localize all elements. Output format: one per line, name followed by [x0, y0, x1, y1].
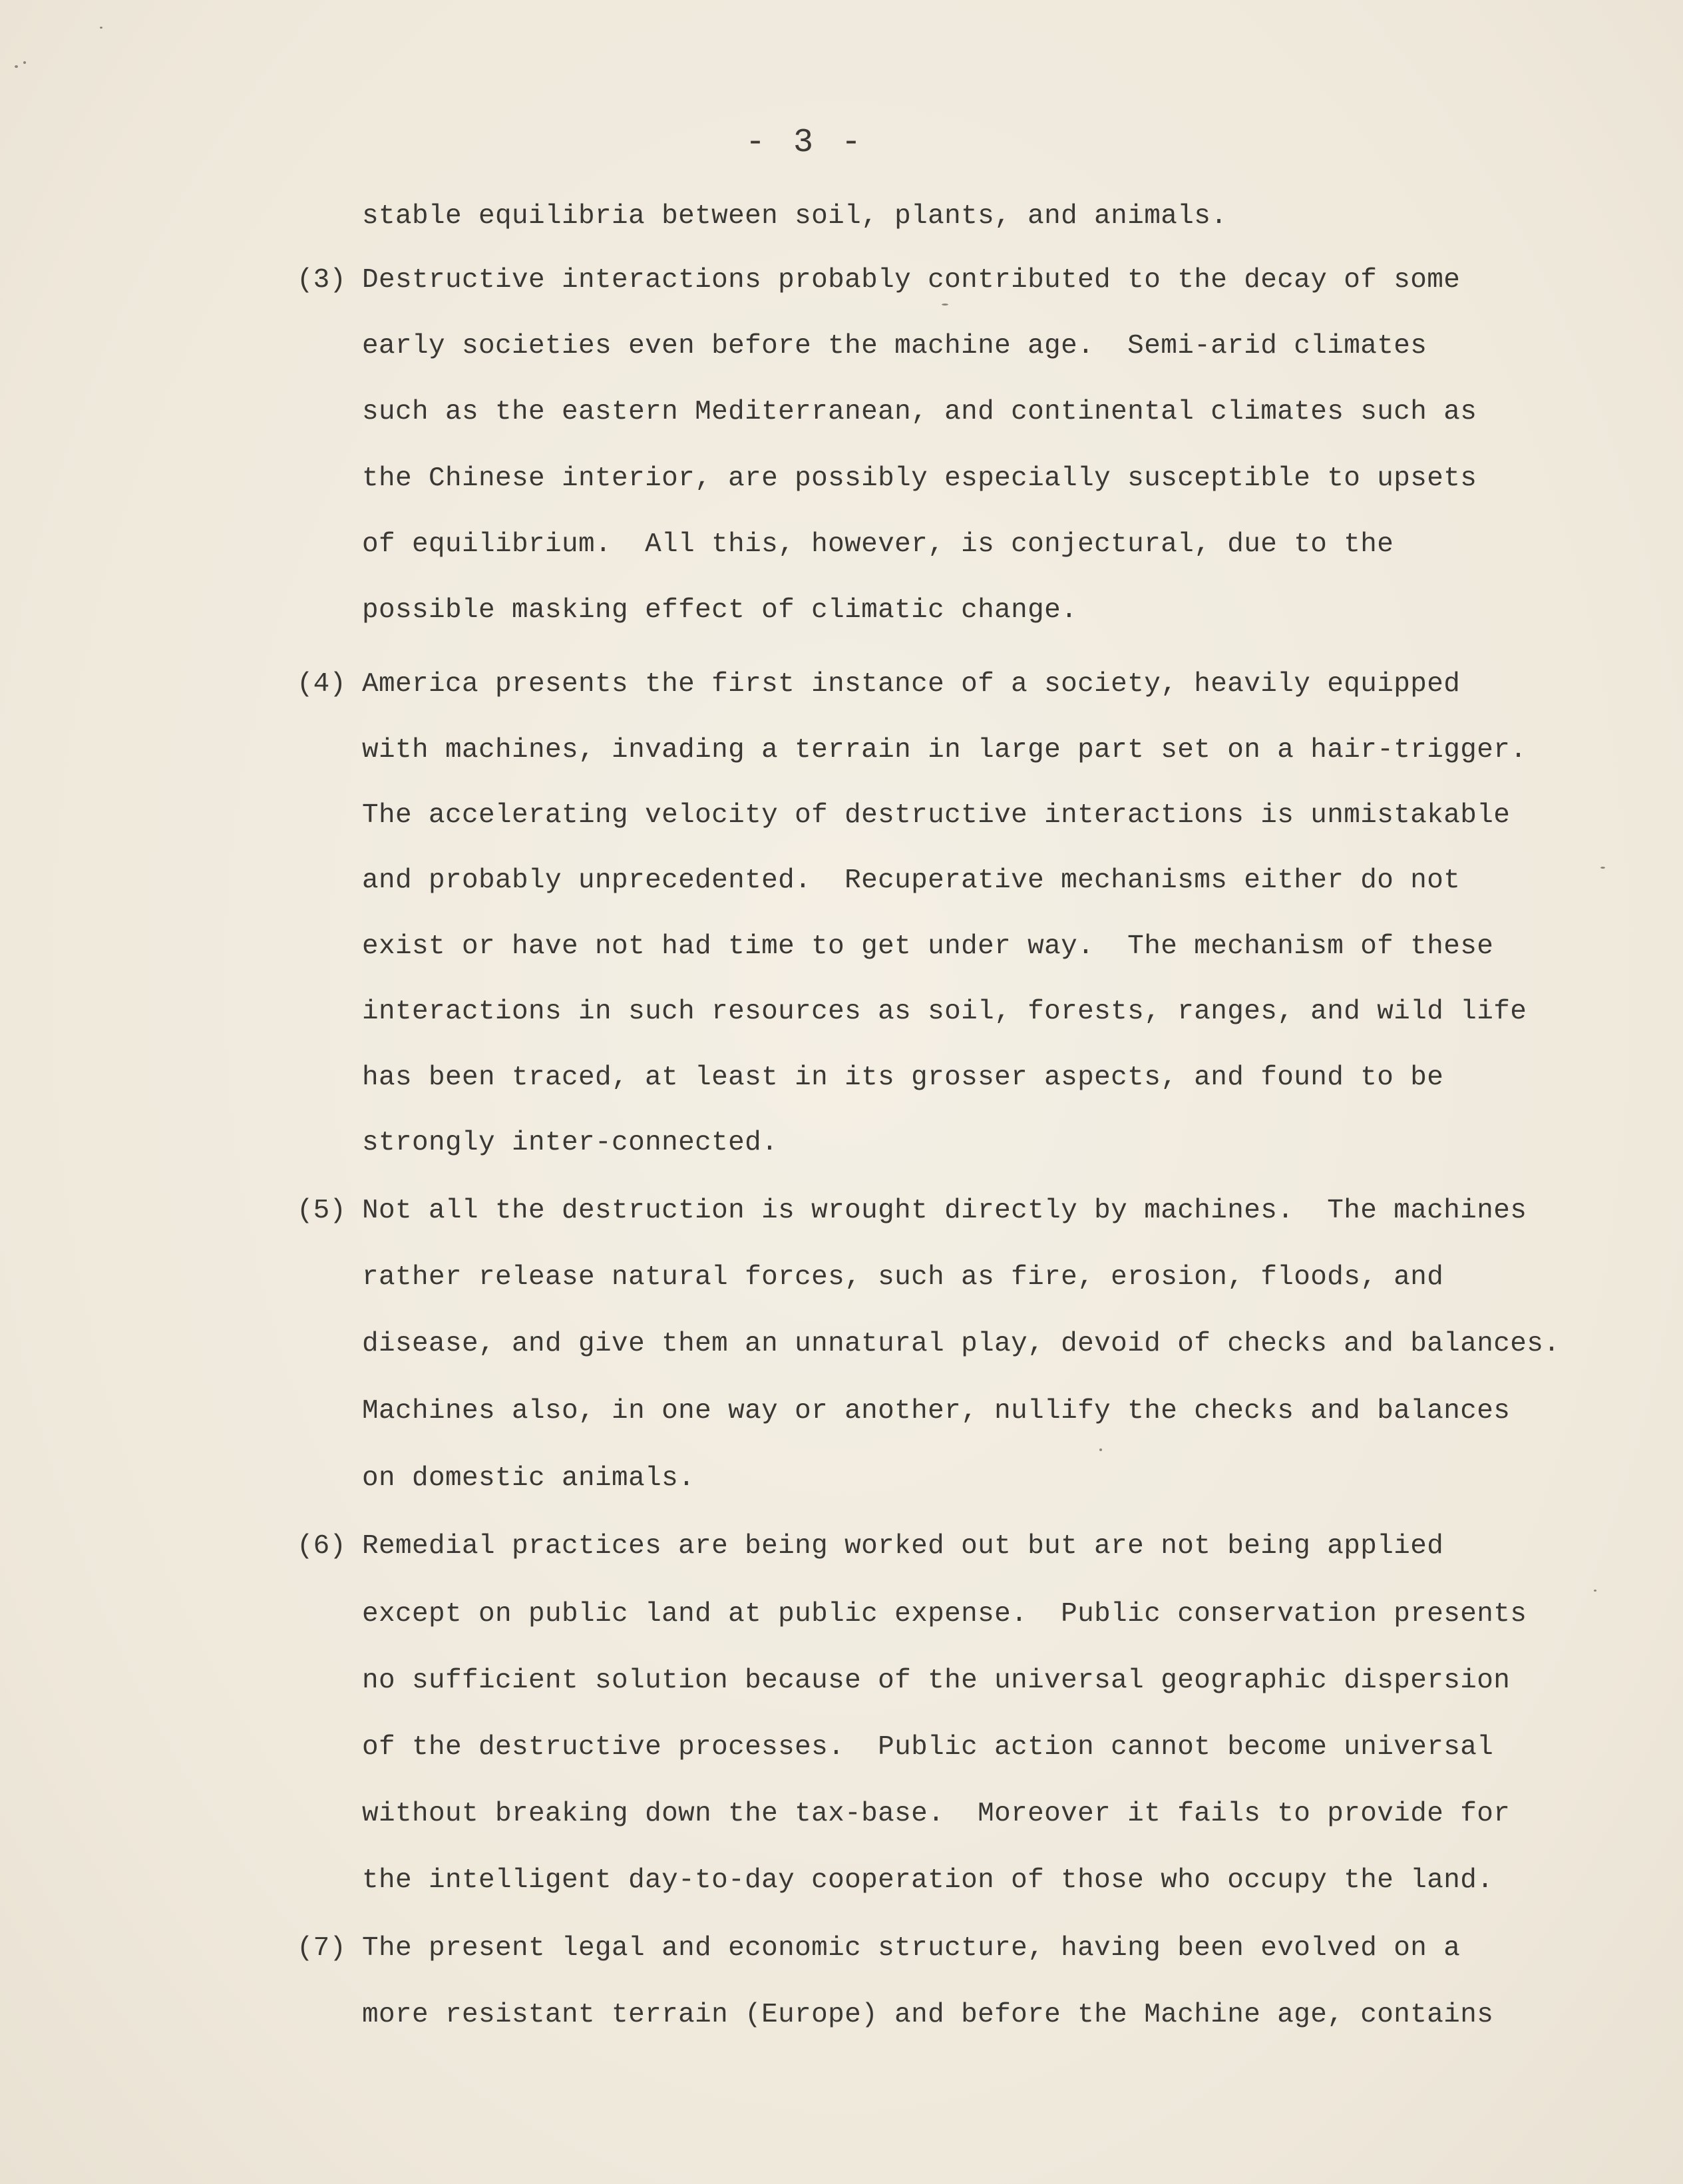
- page-number: - 3 -: [745, 124, 866, 162]
- text-line: strongly inter-connected.: [362, 1128, 779, 1158]
- paper-speck: [23, 61, 26, 64]
- text-line: early societies even before the machine age. Semi-arid climates: [362, 331, 1427, 361]
- text-line: such as the eastern Mediterranean, and continental climates such as: [362, 397, 1477, 427]
- text-line: rather release natural forces, such as fire, erosion, floods, and: [362, 1262, 1444, 1293]
- text-line: with machines, invading a terrain in large part set on a hair-trigger.: [362, 735, 1527, 765]
- text-line: Remedial practices are being worked out but are not being applied: [362, 1531, 1444, 1562]
- text-line: possible masking effect of climatic change.: [362, 595, 1078, 626]
- paper-speck: [942, 304, 948, 306]
- text-line: Destructive interactions probably contributed to the decay of some: [362, 265, 1461, 296]
- text-line: Not all the destruction is wrought directly by machines. The machines: [362, 1196, 1527, 1226]
- paragraph-marker-3: (3): [297, 265, 346, 296]
- paragraph-marker-7: (7): [297, 1933, 346, 1964]
- text-line: America presents the first instance of a society, heavily equipped: [362, 669, 1461, 700]
- text-line: and probably unprecedented. Recuperative mechanisms either do not: [362, 865, 1461, 896]
- text-line: interactions in such resources as soil, forests, ranges, and wild life: [362, 996, 1527, 1027]
- text-line: on domestic animals.: [362, 1463, 695, 1494]
- text-line: of the destructive processes. Public action cannot become universal: [362, 1732, 1494, 1763]
- paper-speck: [1600, 867, 1605, 869]
- text-line: the Chinese interior, are possibly especially susceptible to upsets: [362, 463, 1477, 494]
- text-line: stable equilibria between soil, plants, and animals.: [362, 201, 1228, 232]
- paragraph-marker-5: (5): [297, 1196, 346, 1226]
- text-line: except on public land at public expense. Public conservation presents: [362, 1599, 1527, 1630]
- text-line: The accelerating velocity of destructive interactions is unmistakable: [362, 800, 1511, 831]
- text-line: Machines also, in one way or another, nullify the checks and balances: [362, 1396, 1511, 1426]
- text-line: more resistant terrain (Europe) and before the Machine age, contains: [362, 2000, 1494, 2030]
- text-line: has been traced, at least in its grosser aspects, and found to be: [362, 1062, 1444, 1093]
- paper-speck: [1099, 1448, 1102, 1451]
- text-line: no sufficient solution because of the universal geographic dispersion: [362, 1665, 1511, 1696]
- text-line: disease, and give them an unnatural play, devoid of checks and balances.: [362, 1329, 1561, 1359]
- text-line: exist or have not had time to get under way. The mechanism of these: [362, 931, 1494, 962]
- paper-speck: [15, 65, 18, 68]
- paper-speck: [1594, 1590, 1596, 1592]
- paragraph-marker-4: (4): [297, 669, 346, 700]
- text-line: of equilibrium. All this, however, is conjectural, due to the: [362, 529, 1394, 560]
- text-line: The present legal and economic structure, having been evolved on a: [362, 1933, 1461, 1964]
- paragraph-marker-6: (6): [297, 1531, 346, 1562]
- text-line: the intelligent day-to-day cooperation of those who occupy the land.: [362, 1865, 1494, 1896]
- text-line: without breaking down the tax-base. Moreover it fails to provide for: [362, 1799, 1511, 1829]
- paper-speck: [100, 27, 102, 29]
